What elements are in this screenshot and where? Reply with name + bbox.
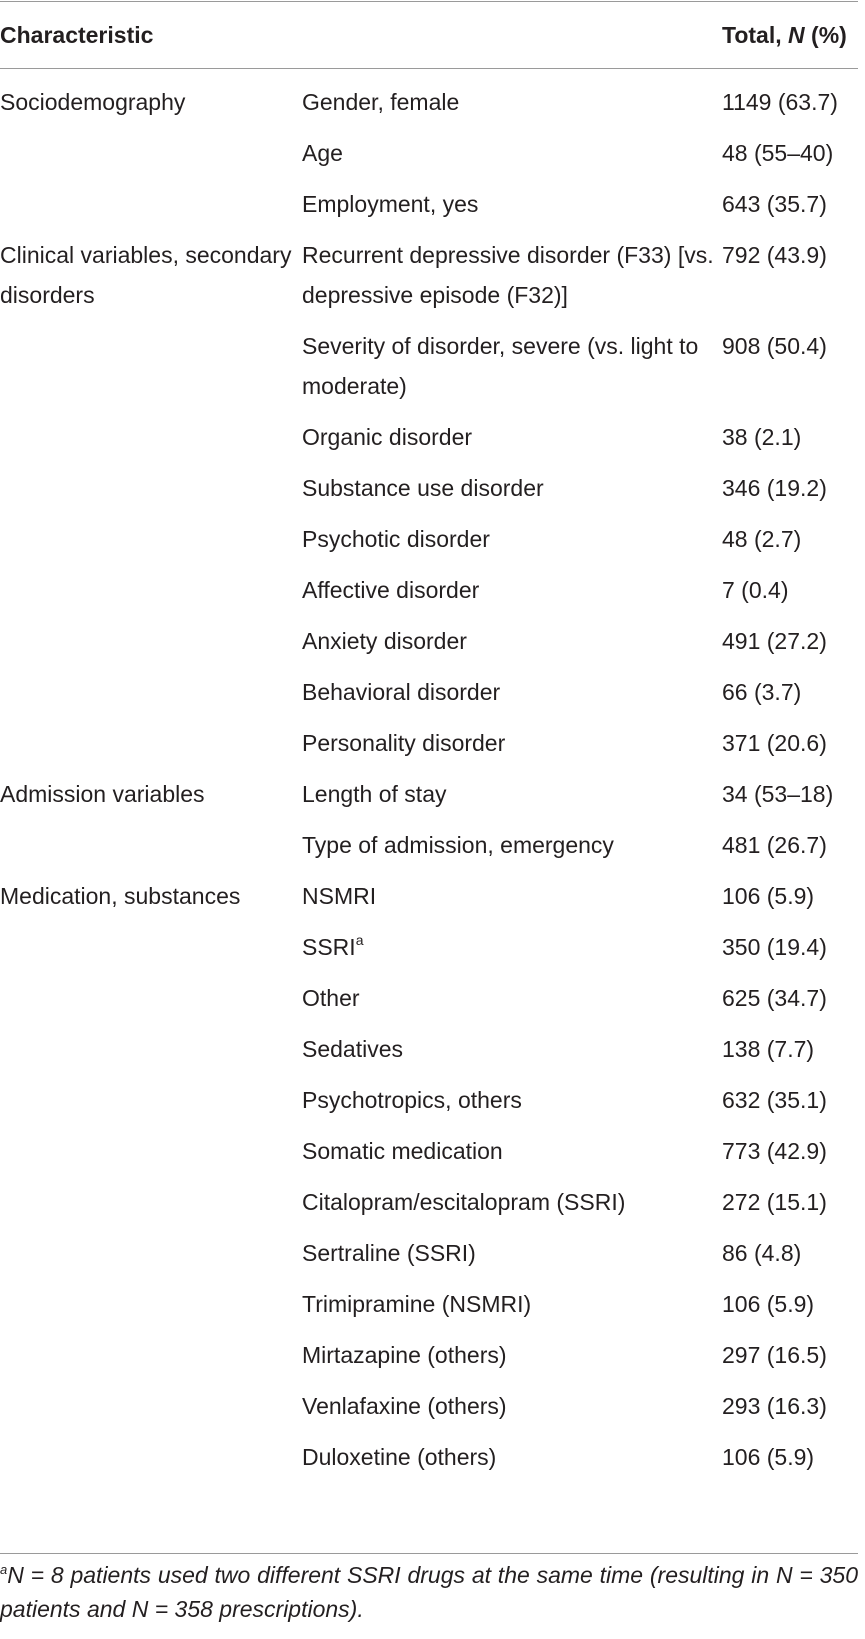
footnote-marker: a xyxy=(0,1562,8,1577)
table-row xyxy=(0,1233,858,1284)
row-characteristic xyxy=(302,235,722,326)
row-characteristic xyxy=(302,1284,722,1335)
table-row xyxy=(0,1131,858,1182)
row-category xyxy=(0,1284,302,1335)
table-row xyxy=(0,468,858,519)
row-total-value: 643 (35.7) xyxy=(722,191,827,217)
row-category xyxy=(0,1182,302,1233)
row-characteristic-text: Trimipramine (NSMRI) xyxy=(302,1291,532,1317)
row-total-value: 38 (2.1) xyxy=(722,424,802,450)
table-row xyxy=(0,1437,858,1488)
row-characteristic xyxy=(302,570,722,621)
row-characteristic-text: Psychotropics, others xyxy=(302,1087,522,1113)
row-category xyxy=(0,825,302,876)
table-row xyxy=(0,235,858,326)
row-category xyxy=(0,417,302,468)
footnote-text: N = 8 patients used two different SSRI drugs at the same time (resulting in N = 350 patients and N = 358 prescriptions). xyxy=(0,1562,858,1622)
row-characteristic-text: Severity of disorder, severe (vs. light to moderate) xyxy=(302,333,699,399)
row-total-value: 792 (43.9) xyxy=(722,242,827,268)
table-row xyxy=(0,621,858,672)
row-characteristic xyxy=(302,1386,722,1437)
row-total-value: 66 (3.7) xyxy=(722,679,802,705)
table-row xyxy=(0,927,858,978)
row-characteristic xyxy=(302,326,722,417)
row-characteristic-text: Duloxetine (others) xyxy=(302,1444,497,1470)
row-characteristic-text: Anxiety disorder xyxy=(302,628,467,654)
table-row xyxy=(0,417,858,468)
row-category xyxy=(0,1131,302,1182)
table-row xyxy=(0,978,858,1029)
table-row xyxy=(0,184,858,235)
row-category xyxy=(0,1029,302,1080)
row-characteristic-text: Other xyxy=(302,985,360,1011)
table-footnote xyxy=(0,1558,858,1626)
table-row xyxy=(0,570,858,621)
row-characteristic-text: Behavioral disorder xyxy=(302,679,501,705)
row-category xyxy=(0,672,302,723)
row-characteristic-text: Recurrent depressive disorder (F33) [vs. depressive episode (F32)] xyxy=(302,242,714,308)
row-characteristic xyxy=(302,774,722,825)
row-total-value: 1149 (63.7) xyxy=(722,89,838,115)
row-footnote-marker: a xyxy=(355,932,364,948)
row-total-value: 48 (2.7) xyxy=(722,526,802,552)
row-total-value: 297 (16.5) xyxy=(722,1342,827,1368)
table-row xyxy=(0,723,858,774)
row-characteristic xyxy=(302,68,722,133)
row-characteristic xyxy=(302,621,722,672)
row-category: Clinical variables, secondary disorders xyxy=(0,242,292,308)
row-total-value: 346 (19.2) xyxy=(722,475,827,501)
header-item xyxy=(302,0,722,68)
row-total-value: 350 (19.4) xyxy=(722,934,827,960)
row-characteristic xyxy=(302,133,722,184)
row-category xyxy=(0,1233,302,1284)
row-category xyxy=(0,621,302,672)
row-category xyxy=(0,1437,302,1488)
table-row xyxy=(0,133,858,184)
row-category xyxy=(0,468,302,519)
row-total-value: 908 (50.4) xyxy=(722,333,827,359)
header-total xyxy=(722,0,858,68)
table-row xyxy=(0,1182,858,1233)
table-row xyxy=(0,1386,858,1437)
row-characteristic-text: Affective disorder xyxy=(302,577,480,603)
row-characteristic xyxy=(302,468,722,519)
row-category: Medication, substances xyxy=(0,883,241,909)
table-row xyxy=(0,1284,858,1335)
table-row xyxy=(0,876,858,927)
table-body xyxy=(0,68,858,1488)
header-total-prefix: Total, xyxy=(722,21,789,48)
row-category xyxy=(0,326,302,417)
row-total-value: 491 (27.2) xyxy=(722,628,827,654)
row-characteristic-text: Length of stay xyxy=(302,781,447,807)
row-total-value: 106 (5.9) xyxy=(722,883,815,909)
header-total-suffix: (%) xyxy=(804,21,847,48)
row-total-value: 106 (5.9) xyxy=(722,1291,815,1317)
table-row xyxy=(0,672,858,723)
row-characteristic xyxy=(302,1080,722,1131)
row-category: Sociodemography xyxy=(0,89,186,115)
header-total-n: N xyxy=(788,21,805,48)
row-characteristic xyxy=(302,1182,722,1233)
row-total-value: 86 (4.8) xyxy=(722,1240,802,1266)
row-total-value: 7 (0.4) xyxy=(722,577,789,603)
row-total-value: 371 (20.6) xyxy=(722,730,827,756)
row-characteristic xyxy=(302,519,722,570)
row-characteristic xyxy=(302,723,722,774)
row-characteristic xyxy=(302,1335,722,1386)
row-characteristic-text: Substance use disorder xyxy=(302,475,544,501)
table-row xyxy=(0,1080,858,1131)
row-category xyxy=(0,519,302,570)
row-characteristic-text: Employment, yes xyxy=(302,191,479,217)
row-characteristic-text: Age xyxy=(302,140,343,166)
row-characteristic-text: Organic disorder xyxy=(302,424,473,450)
row-characteristic-text: Personality disorder xyxy=(302,730,506,756)
table-row xyxy=(0,519,858,570)
row-total-value: 481 (26.7) xyxy=(722,832,827,858)
row-characteristic-text: Somatic medication xyxy=(302,1138,503,1164)
row-total-value: 272 (15.1) xyxy=(722,1189,827,1215)
row-characteristic xyxy=(302,876,722,927)
row-category xyxy=(0,927,302,978)
row-characteristic xyxy=(302,1437,722,1488)
row-total-value: 138 (7.7) xyxy=(722,1036,815,1062)
row-total-value: 48 (55–40) xyxy=(722,140,834,166)
row-characteristic xyxy=(302,672,722,723)
table-row xyxy=(0,68,858,133)
row-characteristic-text: Mirtazapine (others) xyxy=(302,1342,507,1368)
table-bottom-rule xyxy=(0,1553,858,1554)
row-characteristic-text: NSMRI xyxy=(302,883,377,909)
table-row xyxy=(0,774,858,825)
table-row xyxy=(0,326,858,417)
row-characteristic xyxy=(302,1131,722,1182)
row-total-value: 632 (35.1) xyxy=(722,1087,827,1113)
row-characteristic xyxy=(302,978,722,1029)
row-category xyxy=(0,570,302,621)
row-total-value: 34 (53–18) xyxy=(722,781,834,807)
row-total-value: 293 (16.3) xyxy=(722,1393,827,1419)
row-characteristic xyxy=(302,927,722,978)
row-category xyxy=(0,133,302,184)
header-characteristic: Characteristic xyxy=(0,21,154,48)
row-category xyxy=(0,1080,302,1131)
table-header-row xyxy=(0,0,858,68)
row-characteristic-text: Type of admission, emergency xyxy=(302,832,614,858)
row-characteristic-text: Sedatives xyxy=(302,1036,404,1062)
row-characteristic-text: Venlafaxine (others) xyxy=(302,1393,507,1419)
row-characteristic xyxy=(302,417,722,468)
row-characteristic-text: Gender, female xyxy=(302,89,460,115)
row-total-value: 106 (5.9) xyxy=(722,1444,815,1470)
row-characteristic xyxy=(302,1029,722,1080)
row-characteristic-text: Sertraline (SSRI) xyxy=(302,1240,476,1266)
row-characteristic-text: Psychotic disorder xyxy=(302,526,490,552)
row-category xyxy=(0,1386,302,1437)
table-row xyxy=(0,1335,858,1386)
table-row xyxy=(0,825,858,876)
row-category xyxy=(0,978,302,1029)
row-total-value: 773 (42.9) xyxy=(722,1138,827,1164)
row-characteristic xyxy=(302,825,722,876)
table-row xyxy=(0,1029,858,1080)
row-category xyxy=(0,184,302,235)
row-characteristic xyxy=(302,1233,722,1284)
row-category xyxy=(0,723,302,774)
row-category: Admission variables xyxy=(0,781,205,807)
row-total-value: 625 (34.7) xyxy=(722,985,827,1011)
row-characteristic-text: Citalopram/escitalopram (SSRI) xyxy=(302,1189,626,1215)
row-characteristic-text: SSRI xyxy=(302,934,356,960)
row-category xyxy=(0,1335,302,1386)
row-characteristic xyxy=(302,184,722,235)
